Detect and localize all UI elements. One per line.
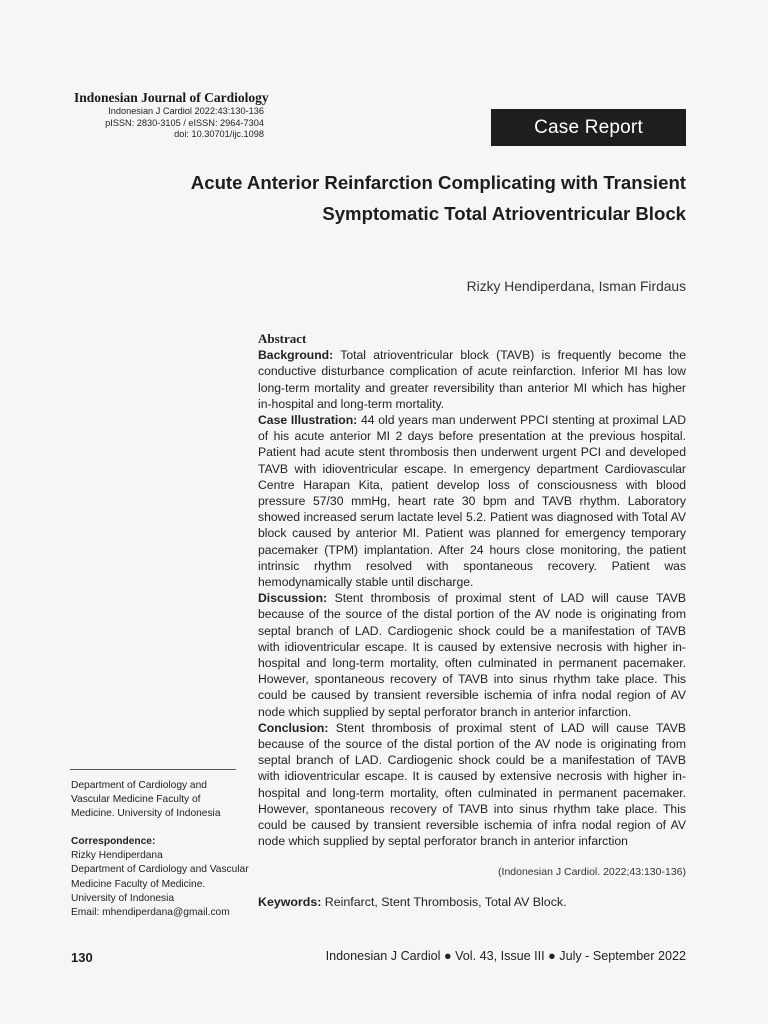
correspondence-email: Email: mhendiperdana@gmail.com — [71, 907, 230, 919]
article-type-badge: Case Report — [491, 109, 686, 146]
journal-citation-line: Indonesian J Cardiol 2022:43:130-136 — [108, 106, 264, 116]
correspondence — [71, 835, 251, 920]
abstract — [258, 331, 686, 850]
abstract-heading: Abstract — [258, 331, 307, 346]
conclusion-label: Conclusion: — [258, 720, 329, 735]
abstract-citation: (Indonesian J Cardiol. 2022;43:130-136) — [498, 866, 686, 878]
case-text: 44 old years man underwent PPCI stenting at proximal LAD of his acute anterior MI 2 days before presentation at the previous hospital. Patient had acute stent thrombosis then underwent urgent PCI and developed TAVB with idioventricular escape. In emergency department Cardiovascular Centre Harapan Kita, patient develop loss of consciousness with blood pressure 57/30 mmHg, heart rate 30 bpm and TAVB rhythm. Laboratory showed increased serum lactate level 5.2. Patient was diagnosed with Total AV block caused by anterior MI. Patient was planned for emergency temporary pacemaker (TPM) implantation. After 24 hours close monitoring, the patient intrinsic rhythm resolved with spontaneous recovery. Patient was hemodynamically stable until discharge. — [258, 413, 686, 590]
keywords-label: Keywords: — [258, 895, 322, 909]
case-label: Case Illustration: — [258, 413, 358, 428]
article-title-line-2: Symptomatic Total Atrioventricular Block — [322, 203, 686, 224]
discussion-text: Stent thrombosis of proximal stent of LAD will cause TAVB because of the source of the distal portion of the AV node is originating from septal branch of LAD. Cardiogenic shock could be a manifestation of TAVB with idioventricular escape. It is caused by extensive necrosis with higher in-hospital and long-term mortality, often culminated in permanent pacemaker. However, spontaneous recovery of TAVB into sinus rhythm take place. This could be caused by transient reversible ischemia of infra nodal region of AV node which supplied by septal perforator branch in anterior infarction. — [258, 591, 686, 719]
correspondence-name: Rizky Hendiperdana — [71, 850, 163, 862]
footer-journal-info: Indonesian J Cardiol ● Vol. 43, Issue III ● July - September 2022 — [325, 949, 686, 963]
keywords — [258, 895, 567, 909]
affiliation — [71, 779, 246, 822]
discussion-label: Discussion: — [258, 591, 328, 606]
keywords-text: Reinfarct, Stent Thrombosis, Total AV Block. — [321, 895, 567, 909]
page-number: 130 — [71, 950, 93, 965]
background-label: Background: — [258, 348, 334, 363]
affiliation-divider — [70, 769, 236, 770]
journal-doi: doi: 10.30701/ijc.1098 — [174, 129, 264, 139]
abstract-background — [258, 347, 686, 412]
journal-name: Indonesian Journal of Cardiology — [74, 90, 269, 105]
article-title — [86, 167, 686, 229]
journal-header — [74, 90, 269, 141]
abstract-conclusion — [258, 720, 686, 850]
article-title-line-1: Acute Anterior Reinfarction Complicating with Transient — [190, 172, 686, 193]
abstract-case-illustration — [258, 412, 686, 590]
author-list: Rizky Hendiperdana, Isman Firdaus — [466, 279, 686, 294]
abstract-discussion — [258, 590, 686, 720]
background-text: Total atrioventricular block (TAVB) is frequently become the conductive disturbance complication of acute reinfarction. Inferior MI has low long-term mortality and greater reversibility than anterior MI which has higher in-hospital and long-term mortality. — [258, 348, 686, 411]
affiliation-text: Department of Cardiology and Vascular Medicine Faculty of Medicine. University of Indonesia — [71, 780, 221, 820]
correspondence-label: Correspondence: — [71, 836, 156, 847]
journal-issn: pISSN: 2830-3105 / eISSN: 2964-7304 — [105, 117, 264, 128]
correspondence-dept: Department of Cardiology and Vascular Medicine Faculty of Medicine. University of Indonesia — [71, 864, 249, 904]
conclusion-text: Stent thrombosis of proximal stent of LAD will cause TAVB because of the source of the distal portion of the AV node is originating from septal branch of LAD. Cardiogenic shock could be a manifestation of TAVB with idioventricular escape. It is caused by extensive necrosis with higher in-hospital and long-term mortality, often culminated in permanent pacemaker. However, spontaneous recovery of TAVB into sinus rhythm take place. This could be caused by transient reversible ischemia of infra nodal region of AV node which supplied by septal perforator branch in anterior infarction — [258, 720, 686, 849]
